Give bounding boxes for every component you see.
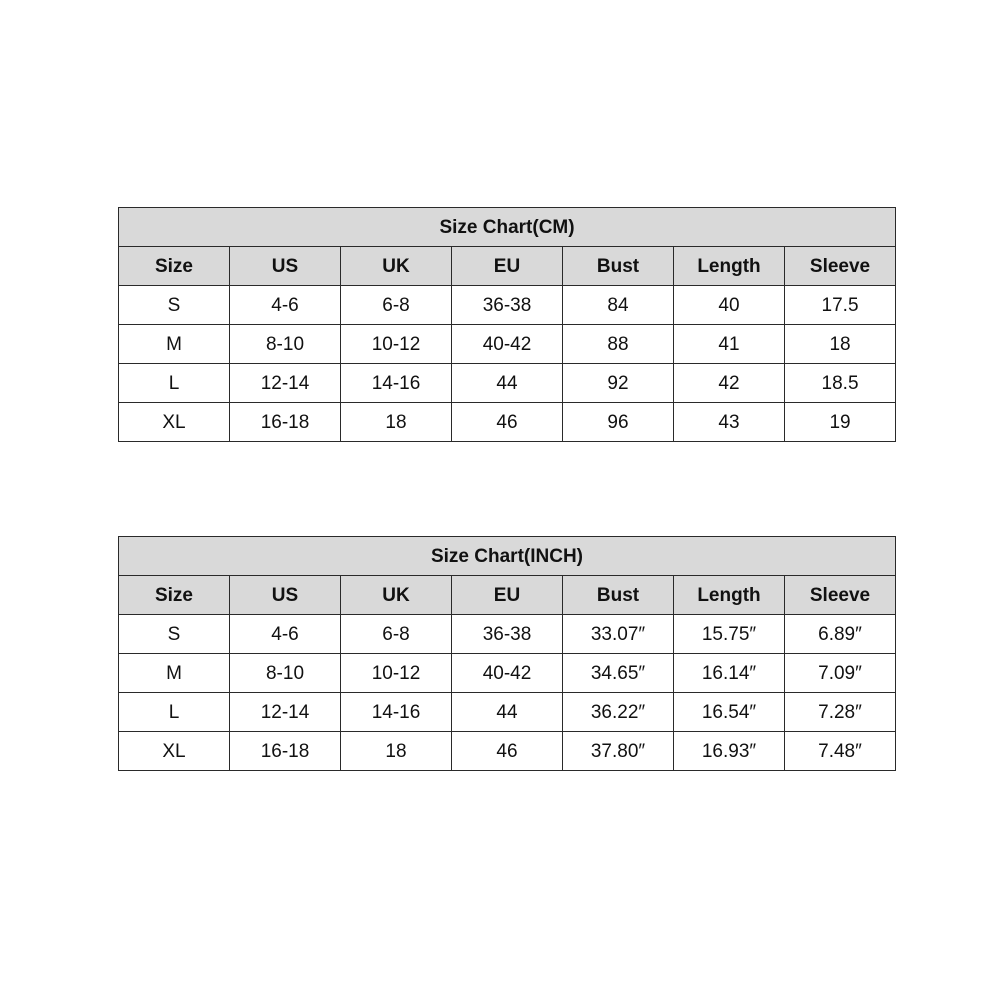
table-cell: 8-10 [230,325,341,364]
table-cell: 15.75″ [674,615,785,654]
table-cell: S [119,286,230,325]
table-cell: 6-8 [341,286,452,325]
table-row [119,364,896,403]
column-header: Bust [563,247,674,286]
table-cell: 40 [674,286,785,325]
table-cell: 44 [452,693,563,732]
column-header: UK [341,247,452,286]
table-cell: XL [119,732,230,771]
column-header: EU [452,576,563,615]
table-cell: 44 [452,364,563,403]
table-row [119,403,896,442]
table-cell: 36-38 [452,286,563,325]
table-cell: 18 [341,732,452,771]
table-cell: 17.5 [785,286,896,325]
table-cell: 40-42 [452,325,563,364]
column-header: Bust [563,576,674,615]
table-cell: 16.14″ [674,654,785,693]
table-cell: 92 [563,364,674,403]
table-cell: 8-10 [230,654,341,693]
table-row [119,693,896,732]
table-title: Size Chart(INCH) [119,537,896,576]
table-cell: 37.80″ [563,732,674,771]
column-header: Sleeve [785,576,896,615]
table-cell: 96 [563,403,674,442]
table-title-row [119,208,896,247]
table-row [119,615,896,654]
table-cell: 16.93″ [674,732,785,771]
table-cell: 18 [785,325,896,364]
table-cell: 46 [452,403,563,442]
table-row [119,286,896,325]
table-cell: 12-14 [230,693,341,732]
table-row [119,654,896,693]
table-cell: 14-16 [341,364,452,403]
table-cell: 34.65″ [563,654,674,693]
column-header: US [230,576,341,615]
table-cell: 46 [452,732,563,771]
table-cell: 16-18 [230,732,341,771]
table-cell: 33.07″ [563,615,674,654]
header-row [119,576,896,615]
table-cell: 18.5 [785,364,896,403]
size-chart-cm-table [118,207,896,442]
table-cell: M [119,325,230,364]
column-header: UK [341,576,452,615]
table-cell: 16.54″ [674,693,785,732]
table-cell: 43 [674,403,785,442]
table-cell: 7.09″ [785,654,896,693]
table-cell: 6.89″ [785,615,896,654]
table-title-row [119,537,896,576]
table-cell: 41 [674,325,785,364]
column-header: Length [674,576,785,615]
size-chart-inch-table [118,536,896,771]
table-cell: L [119,364,230,403]
table-row [119,325,896,364]
table-row [119,732,896,771]
table-cell: 10-12 [341,654,452,693]
column-header: Sleeve [785,247,896,286]
table-cell: 18 [341,403,452,442]
table-cell: 19 [785,403,896,442]
table-cell: 4-6 [230,615,341,654]
table-cell: 7.28″ [785,693,896,732]
table-cell: 6-8 [341,615,452,654]
table-cell: 40-42 [452,654,563,693]
table-cell: 12-14 [230,364,341,403]
table-cell: 4-6 [230,286,341,325]
table-cell: 84 [563,286,674,325]
column-header: US [230,247,341,286]
table-cell: 42 [674,364,785,403]
table-cell: L [119,693,230,732]
table-cell: 88 [563,325,674,364]
table-cell: XL [119,403,230,442]
table-cell: 36.22″ [563,693,674,732]
table-cell: 36-38 [452,615,563,654]
column-header: Size [119,576,230,615]
table-cell: 14-16 [341,693,452,732]
column-header: EU [452,247,563,286]
table-cell: 10-12 [341,325,452,364]
table-cell: M [119,654,230,693]
column-header: Size [119,247,230,286]
header-row [119,247,896,286]
table-title: Size Chart(CM) [119,208,896,247]
table-cell: S [119,615,230,654]
table-cell: 7.48″ [785,732,896,771]
column-header: Length [674,247,785,286]
table-cell: 16-18 [230,403,341,442]
